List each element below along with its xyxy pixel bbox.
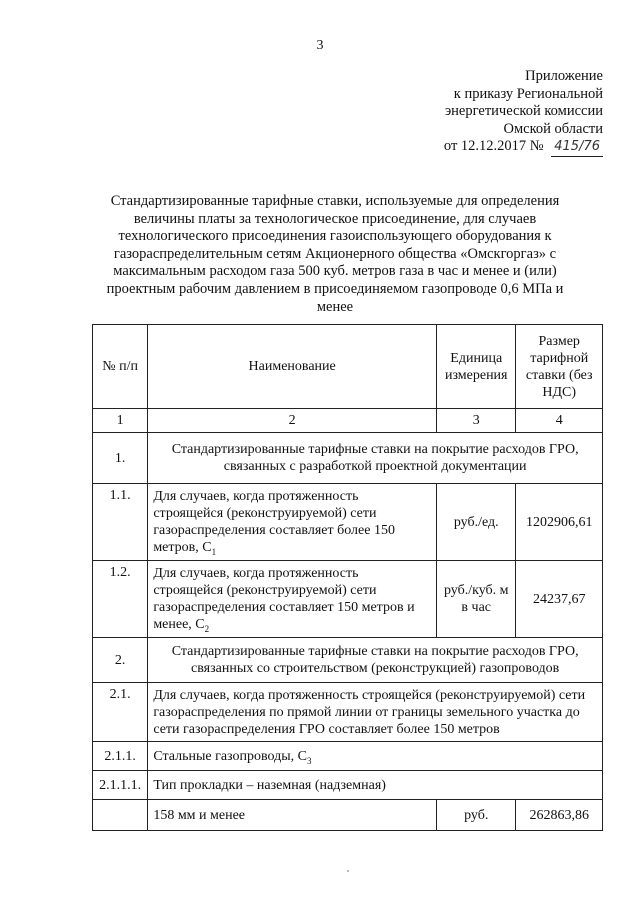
table-row — [93, 771, 603, 800]
table-row — [93, 638, 603, 683]
index-cell: 1 — [93, 409, 148, 433]
table-index-row — [93, 409, 603, 433]
appendix-line: Приложение — [525, 68, 603, 84]
header-num: № п/п — [93, 325, 148, 409]
row-unit: руб. — [437, 800, 516, 831]
row-num: 1.1. — [93, 484, 148, 561]
header-rate: Размер тарифной ставки (без НДС) — [516, 325, 603, 409]
index-cell: 4 — [516, 409, 603, 433]
row-name: Для случаев, когда протяженность строящейся (реконструируемой) сети газораспределения составляет более 150 метров, $С_1$ — [148, 484, 437, 561]
row-num: 2.1. — [93, 683, 148, 742]
tariff-table — [92, 324, 603, 831]
row-unit: руб./ед. — [437, 484, 516, 561]
row-name: 158 мм и менее — [148, 800, 437, 831]
header-unit: Единица измерения — [437, 325, 516, 409]
index-cell: 3 — [437, 409, 516, 433]
table-row — [93, 433, 603, 484]
table-header-row — [93, 325, 603, 409]
order-number-handwritten: 415/76 — [551, 138, 603, 157]
appendix-line: Омской области — [503, 120, 603, 137]
row-unit: руб./куб. м в час — [437, 561, 516, 638]
row-name: Для случаев, когда протяженность строящейся (реконструируемой) сети газораспределения составляет 150 метров и менее, $С_2$ — [148, 561, 437, 638]
appendix-block — [444, 68, 603, 157]
order-date: от 12.12.2017 № — [443, 138, 544, 155]
row-name: Стальные газопроводы, $С_3$ — [148, 742, 603, 771]
row-num: 1.2. — [93, 561, 148, 638]
row-value: 24237,67 — [516, 561, 603, 638]
row-name: Тип прокладки – наземная (надземная) — [148, 771, 603, 800]
header-name: Наименование — [148, 325, 437, 409]
table-row — [93, 484, 603, 561]
table-row — [93, 683, 603, 742]
row-num: 1. — [93, 433, 148, 484]
appendix-line: к приказу Региональной — [453, 85, 603, 102]
index-cell: 2 — [148, 409, 437, 433]
row-name: Стандартизированные тарифные ставки на покрытие расходов ГРО, связанных со строительством (реконструкцией) газопроводов — [148, 638, 603, 683]
page-number: 3 — [316, 38, 324, 53]
row-num: 2. — [93, 638, 148, 683]
table-row — [93, 561, 603, 638]
row-value: 262863,86 — [516, 800, 603, 831]
table-row — [93, 800, 603, 831]
row-num — [93, 800, 148, 831]
row-num: 2.1.1.1. — [93, 771, 148, 800]
row-name: Стандартизированные тарифные ставки на покрытие расходов ГРО, связанных с разработкой проектной документации — [148, 433, 603, 484]
row-num: 2.1.1. — [93, 742, 148, 771]
appendix-line: энергетической комиссии — [444, 103, 603, 120]
table-row — [93, 742, 603, 771]
row-value: 1202906,61 — [516, 484, 603, 561]
scan-speck — [347, 870, 349, 872]
document-title: Стандартизированные тарифные ставки, используемые для определения величины платы за технологическое присоединение, для случаев технологического присоединения газоиспользующего оборудования к газораспределительным сетям Акционерного общества «Омскгоргаз» с максимальным расходом газа 500 куб. метров газа в час и менее и (или) проектным рабочим давлением в присоединяемом газопроводе 0,6 МПа и менее — [106, 193, 564, 315]
row-name: Для случаев, когда протяженность строящейся (реконструируемой) сети газораспределения по прямой линии от границы земельного участка до сети газораспределения ГРО составляет более 150 метров — [148, 683, 603, 742]
order-date-line — [444, 138, 603, 157]
